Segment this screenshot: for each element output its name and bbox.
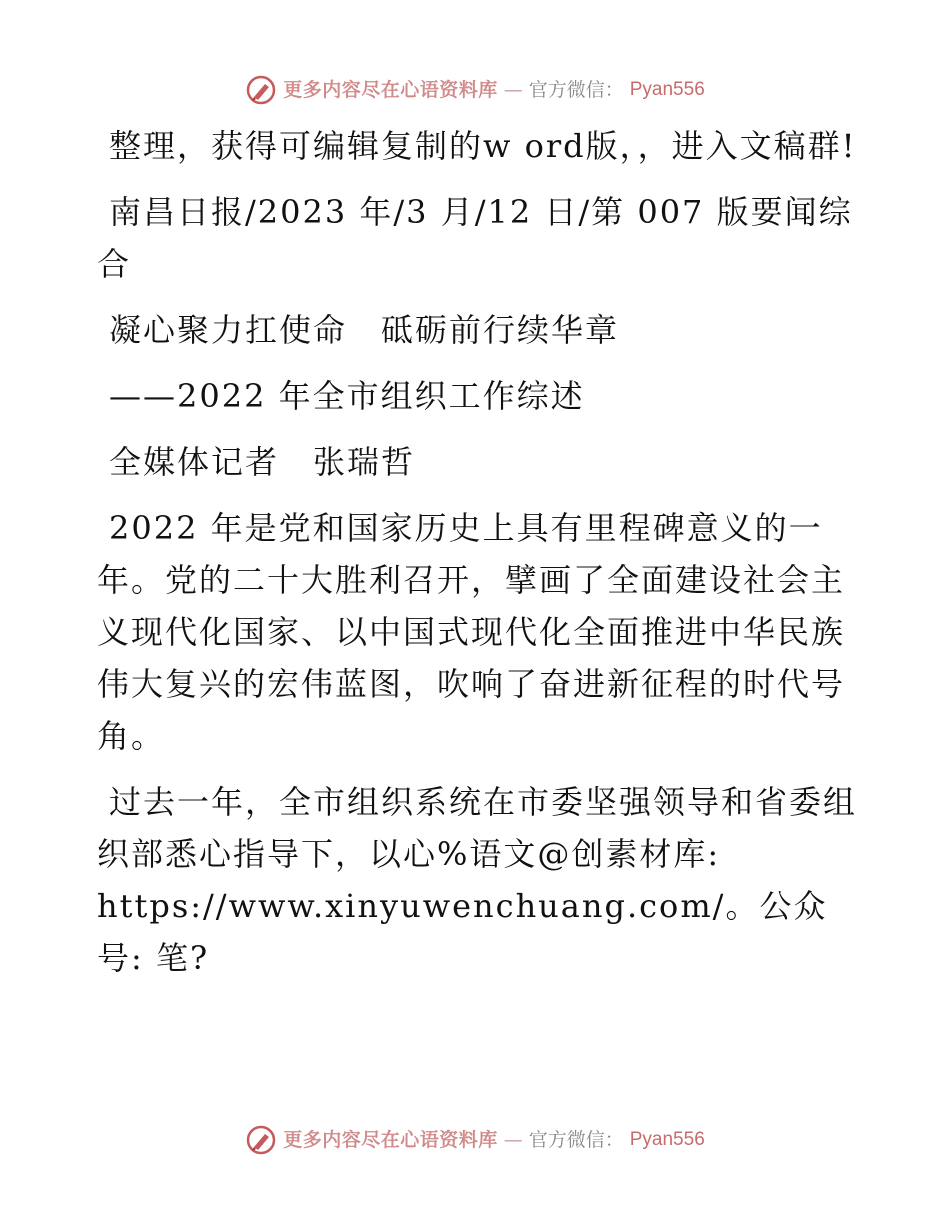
watermark-wechat-id: Pyan556 (629, 79, 705, 100)
pen-logo-icon (245, 1124, 277, 1156)
watermark-label: 官方微信： (528, 79, 624, 101)
source-line: 南昌日报/2023 年/3 月/12 日/第 007 版要闻综合 (97, 193, 853, 283)
author-line: 全媒体记者 张瑞哲 (109, 443, 416, 481)
body-paragraph: 过去一年，全市组织系统在市委坚强领导和省委组织部悉心指导下，以心%语文@创素材库: (97, 783, 858, 873)
body-paragraph: 2022 年是党和国家历史上具有里程碑意义的一年。党的二十大胜利召开，擘画了全面建设社会主义现代化国家、以中国式现代化全面推进中华民族伟大复兴的宏伟蓝图，吹响了奋进新征程的时代号角。 (97, 509, 846, 755)
watermark-title: 更多内容尽在心语资料库 (283, 79, 498, 101)
watermark-separator: — (503, 79, 523, 101)
article-title: 凝心聚力扛使命 砥砺前行续华章 (109, 311, 620, 349)
body-paragraph-url: https://www.xinyuwenchuang.com/。公众号: 笔? (97, 887, 828, 977)
pen-logo-icon (245, 74, 277, 106)
article-subtitle: ——2022 年全市组织工作综述 (109, 377, 585, 415)
header-watermark (0, 74, 950, 106)
intro-paragraph: 整理，获得可编辑复制的w ord版，，进入文稿群! (109, 127, 857, 165)
watermark-title: 更多内容尽在心语资料库 (283, 1129, 498, 1151)
watermark-separator: — (503, 1129, 523, 1151)
watermark-label: 官方微信： (528, 1129, 624, 1151)
watermark-wechat-id: Pyan556 (629, 1129, 705, 1150)
footer-watermark (0, 1124, 950, 1156)
document-body (97, 120, 857, 998)
